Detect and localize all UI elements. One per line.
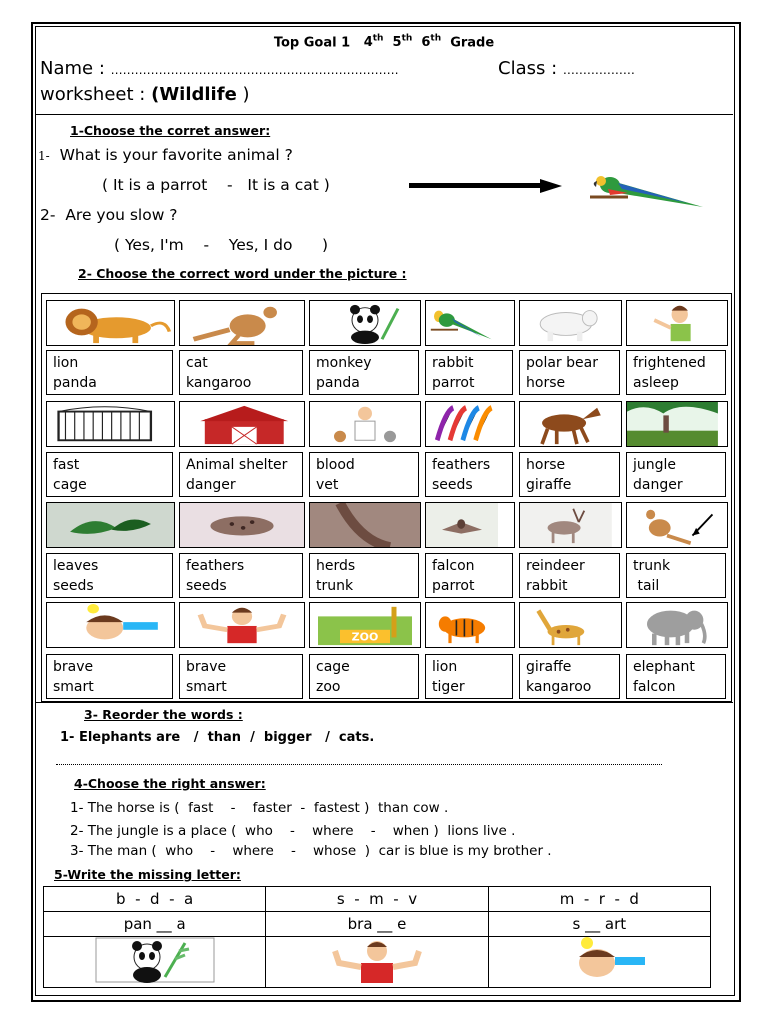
polar-bear-picture <box>519 300 622 346</box>
word-option[interactable]: lion <box>53 355 79 371</box>
word-choice-box <box>46 553 173 598</box>
word-choice-box <box>179 553 303 598</box>
strong-boy-picture-cell <box>266 937 488 988</box>
word-choice-box <box>425 553 513 598</box>
brave-boy-picture <box>46 602 175 648</box>
word-option[interactable]: brave <box>186 659 227 675</box>
word-choice-box <box>179 654 303 699</box>
panda-icon <box>310 301 420 345</box>
feathers-picture <box>425 401 515 447</box>
section4-heading: 4-Choose the right answer: <box>74 776 266 791</box>
word-option[interactable]: seeds <box>186 578 227 594</box>
kangaroo-picture <box>179 300 305 346</box>
cage-icon <box>47 402 174 446</box>
word-choice-box <box>179 452 303 497</box>
word-choice-box <box>46 350 173 395</box>
falcon-icon <box>426 503 514 547</box>
word-option[interactable]: smart <box>53 679 94 695</box>
header-title-line <box>0 34 768 50</box>
word-option[interactable]: parrot <box>432 375 475 391</box>
panda-picture <box>309 300 421 346</box>
class-line <box>498 58 635 79</box>
word-option[interactable]: cage <box>316 659 350 675</box>
word-option[interactable]: rabbit <box>432 355 474 371</box>
word-option[interactable]: tiger <box>432 679 465 695</box>
name-field[interactable]: ……………………………………………………………… <box>110 63 399 77</box>
missing-letter-table <box>43 886 711 988</box>
word-option[interactable]: cage <box>53 477 87 493</box>
section3-divider <box>36 702 733 703</box>
strong-boy-image <box>317 937 437 983</box>
header-divider <box>36 114 733 115</box>
question-2: 2- Are you slow ? <box>40 206 178 224</box>
word-option[interactable]: elephant <box>633 659 695 675</box>
boy-icon <box>627 301 727 345</box>
class-label: Class : <box>498 58 558 79</box>
word-option[interactable]: feathers <box>432 457 491 473</box>
worksheet-line: worksheet : (Wildlife ) <box>40 84 250 105</box>
vet-icon <box>310 402 420 446</box>
word-choice-box <box>425 452 513 497</box>
giraffe-icon <box>520 603 621 647</box>
horse-picture <box>519 401 622 447</box>
word-option[interactable]: reindeer <box>526 558 585 574</box>
word-option[interactable]: kangaroo <box>186 375 252 391</box>
class-field[interactable]: ……………… <box>562 63 635 77</box>
word-option[interactable]: tail <box>633 578 660 594</box>
elephant-icon <box>627 603 727 647</box>
word-option[interactable]: jungle <box>633 457 677 473</box>
parrot-image <box>588 171 708 211</box>
word-choice-box <box>519 350 620 395</box>
word-option[interactable]: Animal shelter <box>186 457 288 473</box>
arrow-line <box>409 183 544 188</box>
giraffe-picture <box>519 602 622 648</box>
word-option[interactable]: giraffe <box>526 477 572 493</box>
word-option[interactable]: monkey <box>316 355 372 371</box>
word-option[interactable]: asleep <box>633 375 679 391</box>
word-option[interactable]: zoo <box>316 679 341 695</box>
seeds-picture <box>179 502 305 548</box>
word-option[interactable]: panda <box>53 375 97 391</box>
barn-icon <box>180 402 304 446</box>
word-option[interactable]: brave <box>53 659 94 675</box>
word-option[interactable]: seeds <box>53 578 94 594</box>
word-option[interactable]: trunk <box>633 558 671 574</box>
falcon-picture <box>425 502 515 548</box>
word-choice-box <box>626 350 726 395</box>
choose-item-3[interactable]: 3- The man ( who - where - whose ) car is blue is my brother . <box>70 843 552 859</box>
choose-item-1[interactable]: 1- The horse is ( fast - faster - fastest ) than cow . <box>70 800 449 816</box>
leaves-picture <box>46 502 175 548</box>
trunk-icon <box>310 503 420 547</box>
word-blank-3[interactable]: s __ art <box>488 912 710 937</box>
word-choice-box <box>425 350 513 395</box>
jungle-picture <box>626 401 728 447</box>
worksheet-label: worksheet : <box>40 84 146 105</box>
word-option[interactable]: falcon <box>633 679 676 695</box>
word-option[interactable]: vet <box>316 477 339 493</box>
word-option[interactable]: cat <box>186 355 208 371</box>
reindeer-icon <box>520 503 621 547</box>
barn-picture <box>179 401 305 447</box>
word-blank-2[interactable]: bra __ e <box>266 912 488 937</box>
kangaroo-tail-icon <box>627 503 727 547</box>
name-line <box>40 58 399 79</box>
strong-boy-picture <box>179 602 305 648</box>
grade-word: Grade <box>450 35 495 51</box>
section5-heading: 5-Write the missing letter: <box>54 867 241 882</box>
word-choice-box <box>309 654 419 699</box>
kangaroo-tail-picture <box>626 502 728 548</box>
arrow-right-icon <box>540 179 562 193</box>
word-option[interactable]: horse <box>526 457 566 473</box>
smart-boy-image <box>539 937 659 983</box>
word-option[interactable]: seeds <box>432 477 473 493</box>
smart-boy-picture-cell <box>488 937 710 988</box>
word-option[interactable]: frightened <box>633 355 706 371</box>
word-option[interactable]: panda <box>316 375 360 391</box>
word-option[interactable]: blood <box>316 457 355 473</box>
seeds-icon <box>180 503 304 547</box>
vet-picture <box>309 401 421 447</box>
letters-1: b - d - a <box>44 887 266 912</box>
word-option[interactable]: danger <box>186 477 236 493</box>
brave-boy-icon <box>47 603 174 647</box>
cage-picture <box>46 401 175 447</box>
feathers-icon <box>426 402 514 446</box>
lion-picture <box>46 300 175 346</box>
word-choice-box <box>519 452 620 497</box>
word-option[interactable]: smart <box>186 679 227 695</box>
section2-heading: 2- Choose the correct word under the picture : <box>78 266 407 281</box>
reindeer-picture <box>519 502 622 548</box>
zoo-picture <box>309 602 421 648</box>
word-choice-box <box>519 553 620 598</box>
grade-4: 4th <box>363 34 384 51</box>
parrot-icon <box>426 301 514 345</box>
kangaroo-icon <box>180 301 304 345</box>
word-choice-box <box>626 452 726 497</box>
zoo-sign-text: ZOO <box>351 630 379 644</box>
letters-2: s - m - v <box>266 887 488 912</box>
word-choice-box <box>519 654 620 699</box>
polar-bear-icon <box>520 301 621 345</box>
panda-image <box>95 937 215 983</box>
zoo-icon <box>310 603 420 647</box>
word-choice-box <box>309 350 419 395</box>
section1-heading: 1-Choose the corret answer: <box>70 123 271 138</box>
word-choice-box <box>46 654 173 699</box>
leaves-icon <box>47 503 174 547</box>
word-choice-box <box>309 452 419 497</box>
answer-line[interactable] <box>56 764 662 765</box>
grade-5: 5th <box>392 34 413 51</box>
letters-3: m - r - d <box>488 887 710 912</box>
word-choice-box <box>626 654 726 699</box>
strong-boy-icon <box>180 603 304 647</box>
elephant-picture <box>626 602 728 648</box>
horse-icon <box>520 402 621 446</box>
section3-heading: 3- Reorder the words : <box>84 707 243 722</box>
worksheet-title: Wildlife <box>159 84 237 105</box>
word-option[interactable]: herds <box>316 558 356 574</box>
question-1-options[interactable]: ( It is a parrot - It is a cat ) <box>102 176 330 194</box>
word-option[interactable]: leaves <box>53 558 99 574</box>
word-choice-box <box>309 553 419 598</box>
word-option[interactable]: trunk <box>316 578 354 594</box>
word-option[interactable]: falcon <box>432 558 475 574</box>
word-blank-1[interactable]: pan __ a <box>44 912 266 937</box>
jungle-icon <box>627 402 727 446</box>
trunk-picture <box>309 502 421 548</box>
boy-picture <box>626 300 728 346</box>
word-option[interactable]: rabbit <box>526 578 568 594</box>
word-option[interactable]: kangaroo <box>526 679 592 695</box>
word-choice-box <box>626 553 726 598</box>
name-label: Name : <box>40 58 105 79</box>
choose-item-2[interactable]: 2- The jungle is a place ( who - where - when ) lions live . <box>70 823 516 839</box>
word-choice-box <box>46 452 173 497</box>
header-title: Top Goal 1 <box>273 35 351 51</box>
word-choice-box <box>179 350 303 395</box>
parrot-picture <box>425 300 515 346</box>
question-1: 1- What is your favorite animal ? <box>38 146 293 164</box>
word-option[interactable]: horse <box>526 375 566 391</box>
tiger-picture <box>425 602 515 648</box>
question-2-options[interactable]: ( Yes, I'm - Yes, I do ) <box>114 236 329 254</box>
word-option[interactable]: giraffe <box>526 659 572 675</box>
grade-6: 6th <box>421 34 442 51</box>
reorder-line: 1- Elephants are / than / bigger / cats. <box>60 730 375 745</box>
word-option[interactable]: fast <box>53 457 80 473</box>
word-option[interactable]: danger <box>633 477 683 493</box>
panda-picture-cell <box>44 937 266 988</box>
word-option[interactable]: feathers <box>186 558 245 574</box>
word-option[interactable]: parrot <box>432 578 475 594</box>
tiger-icon <box>426 603 514 647</box>
lion-icon <box>47 301 174 345</box>
word-option[interactable]: polar bear <box>526 355 598 371</box>
word-choice-box <box>425 654 513 699</box>
word-option[interactable]: lion <box>432 659 458 675</box>
